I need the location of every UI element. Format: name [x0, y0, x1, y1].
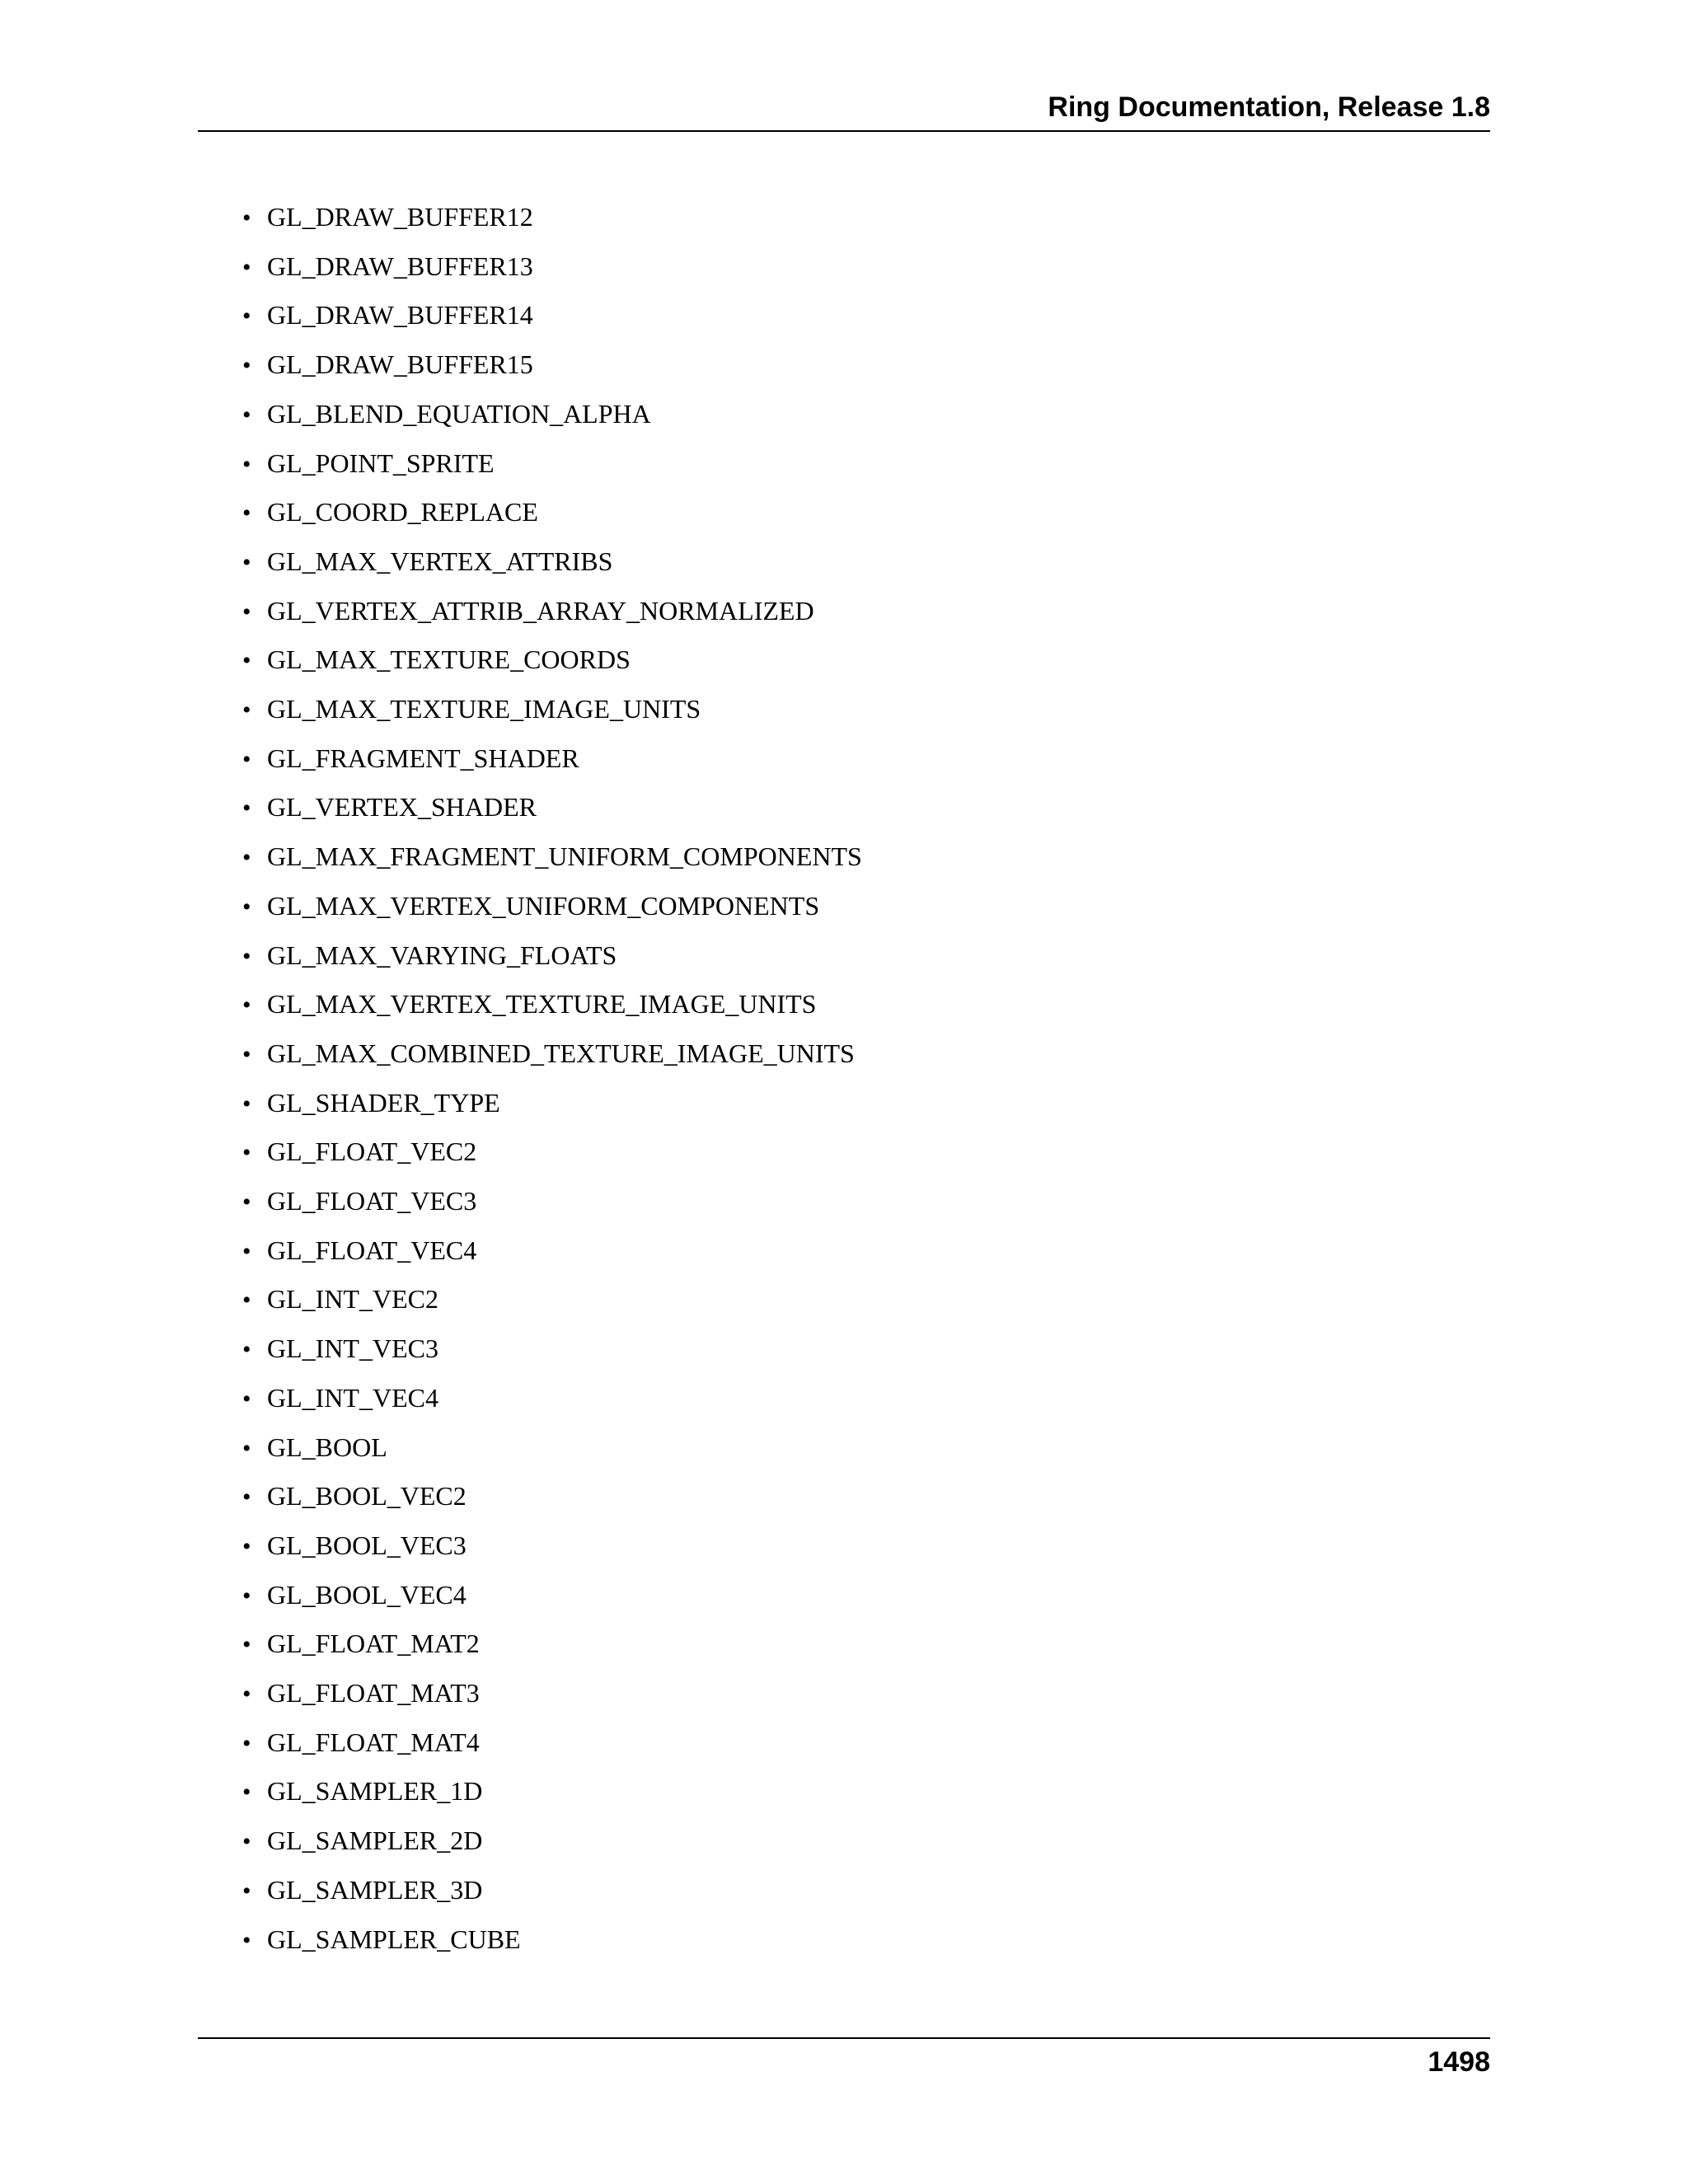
list-item — [242, 1672, 480, 1713]
bullet-icon: • — [242, 1779, 251, 1806]
list-item — [242, 491, 538, 532]
list-item — [242, 738, 579, 779]
list-item-text: GL_BOOL_VEC4 — [267, 1580, 467, 1610]
list-item — [242, 1427, 387, 1468]
list-item-text: GL_MAX_VERTEX_UNIFORM_COMPONENTS — [267, 891, 820, 921]
list-item — [242, 983, 816, 1024]
bullet-icon: • — [242, 302, 251, 330]
bullet-icon: • — [242, 1435, 251, 1462]
list-item — [242, 246, 533, 287]
list-item — [242, 344, 533, 385]
list-item-text: GL_MAX_COMBINED_TEXTURE_IMAGE_UNITS — [267, 1038, 855, 1068]
bullet-icon: • — [242, 1286, 251, 1314]
list-item — [242, 1919, 521, 1960]
list-item — [242, 294, 533, 335]
list-item — [242, 443, 495, 484]
list-item — [242, 1574, 467, 1615]
list-item-text: GL_DRAW_BUFFER15 — [267, 349, 533, 379]
list-item-text: GL_INT_VEC3 — [267, 1333, 438, 1363]
running-header: Ring Documentation, Release 1.8 — [1048, 91, 1490, 123]
list-item-text: GL_BLEND_EQUATION_ALPHA — [267, 399, 651, 429]
bullet-icon: • — [242, 1730, 251, 1757]
list-item-text: GL_BOOL_VEC2 — [267, 1481, 467, 1511]
bullet-icon: • — [242, 1828, 251, 1855]
list-item — [242, 541, 612, 582]
list-item-text: GL_INT_VEC4 — [267, 1383, 438, 1413]
bullet-icon: • — [242, 352, 251, 379]
list-item — [242, 639, 631, 680]
list-item-text: GL_DRAW_BUFFER13 — [267, 251, 533, 281]
list-item-text: GL_SHADER_TYPE — [267, 1088, 500, 1118]
list-item-text: GL_MAX_VERTEX_TEXTURE_IMAGE_UNITS — [267, 989, 817, 1019]
list-item — [242, 1623, 480, 1664]
bullet-icon: • — [242, 1336, 251, 1363]
list-item — [242, 836, 862, 877]
bullet-icon: • — [242, 1090, 251, 1118]
bullet-icon: • — [242, 943, 251, 970]
bullet-icon: • — [242, 254, 251, 281]
bullet-icon: • — [242, 1927, 251, 1954]
list-item-text: GL_VERTEX_ATTRIB_ARRAY_NORMALIZED — [267, 596, 814, 626]
header-rule — [198, 130, 1490, 132]
list-item-text: GL_MAX_FRAGMENT_UNIFORM_COMPONENTS — [267, 841, 862, 871]
list-item — [242, 196, 533, 237]
list-item-text: GL_VERTEX_SHADER — [267, 792, 537, 822]
bullet-icon: • — [242, 549, 251, 576]
bullet-icon: • — [242, 1877, 251, 1905]
list-item-text: GL_FLOAT_VEC2 — [267, 1137, 477, 1166]
list-item — [242, 1869, 482, 1910]
list-item — [242, 1377, 438, 1418]
bullet-icon: • — [242, 1533, 251, 1560]
list-item-text: GL_FLOAT_MAT2 — [267, 1629, 480, 1658]
list-item — [242, 885, 819, 926]
bullet-icon: • — [242, 451, 251, 478]
list-item-text: GL_DRAW_BUFFER12 — [267, 202, 533, 232]
list-item-text: GL_SAMPLER_2D — [267, 1825, 483, 1855]
list-item — [242, 1328, 438, 1369]
bullet-icon: • — [242, 991, 251, 1019]
list-item — [242, 1278, 438, 1319]
bullet-icon: • — [242, 204, 251, 232]
list-item-text: GL_FRAGMENT_SHADER — [267, 743, 579, 773]
bullet-icon: • — [242, 1631, 251, 1658]
list-item-text: GL_MAX_TEXTURE_IMAGE_UNITS — [267, 694, 701, 724]
bullet-icon: • — [242, 696, 251, 724]
bullet-icon: • — [242, 499, 251, 527]
bullet-icon: • — [242, 844, 251, 871]
list-item — [242, 688, 701, 729]
list-item — [242, 935, 617, 976]
bullet-icon: • — [242, 794, 251, 822]
footer-rule — [198, 2037, 1490, 2039]
page-number: 1498 — [1428, 2046, 1490, 2078]
list-item-text: GL_MAX_VERTEX_ATTRIBS — [267, 546, 613, 576]
list-item — [242, 786, 537, 827]
list-item-text: GL_INT_VEC2 — [267, 1284, 438, 1314]
list-item-text: GL_DRAW_BUFFER14 — [267, 300, 533, 330]
list-item — [242, 1082, 500, 1123]
list-item-text: GL_SAMPLER_CUBE — [267, 1924, 521, 1954]
list-item-text: GL_FLOAT_VEC3 — [267, 1186, 477, 1216]
list-item — [242, 1033, 855, 1074]
bullet-icon: • — [242, 598, 251, 626]
bullet-icon: • — [242, 746, 251, 773]
bullet-icon: • — [242, 1680, 251, 1708]
list-item — [242, 1230, 476, 1271]
list-item — [242, 1180, 476, 1221]
list-item-text: GL_BOOL — [267, 1432, 387, 1462]
list-item-text: GL_SAMPLER_1D — [267, 1776, 483, 1806]
bullet-icon: • — [242, 1041, 251, 1068]
list-item — [242, 1722, 480, 1763]
list-item-text: GL_MAX_VARYING_FLOATS — [267, 940, 617, 970]
bullet-icon: • — [242, 1139, 251, 1166]
bullet-icon: • — [242, 1238, 251, 1265]
list-item-text: GL_BOOL_VEC3 — [267, 1530, 467, 1560]
list-item — [242, 393, 651, 434]
bullet-icon: • — [242, 401, 251, 429]
bullet-icon: • — [242, 647, 251, 674]
list-item-text: GL_FLOAT_MAT4 — [267, 1727, 480, 1757]
list-item — [242, 1475, 467, 1516]
list-item-text: GL_FLOAT_VEC4 — [267, 1235, 477, 1265]
bullet-icon: • — [242, 1385, 251, 1413]
list-item-text: GL_FLOAT_MAT3 — [267, 1678, 480, 1708]
bullet-icon: • — [242, 893, 251, 921]
bullet-icon: • — [242, 1483, 251, 1511]
list-item — [242, 590, 814, 631]
list-item-text: GL_POINT_SPRITE — [267, 448, 495, 478]
bullet-icon: • — [242, 1582, 251, 1610]
list-item — [242, 1820, 482, 1861]
bullet-icon: • — [242, 1188, 251, 1216]
list-item-text: GL_MAX_TEXTURE_COORDS — [267, 644, 631, 674]
list-item-text: GL_SAMPLER_3D — [267, 1875, 483, 1905]
list-item — [242, 1131, 476, 1172]
list-item-text: GL_COORD_REPLACE — [267, 497, 538, 527]
list-item — [242, 1770, 482, 1811]
list-item — [242, 1525, 467, 1566]
